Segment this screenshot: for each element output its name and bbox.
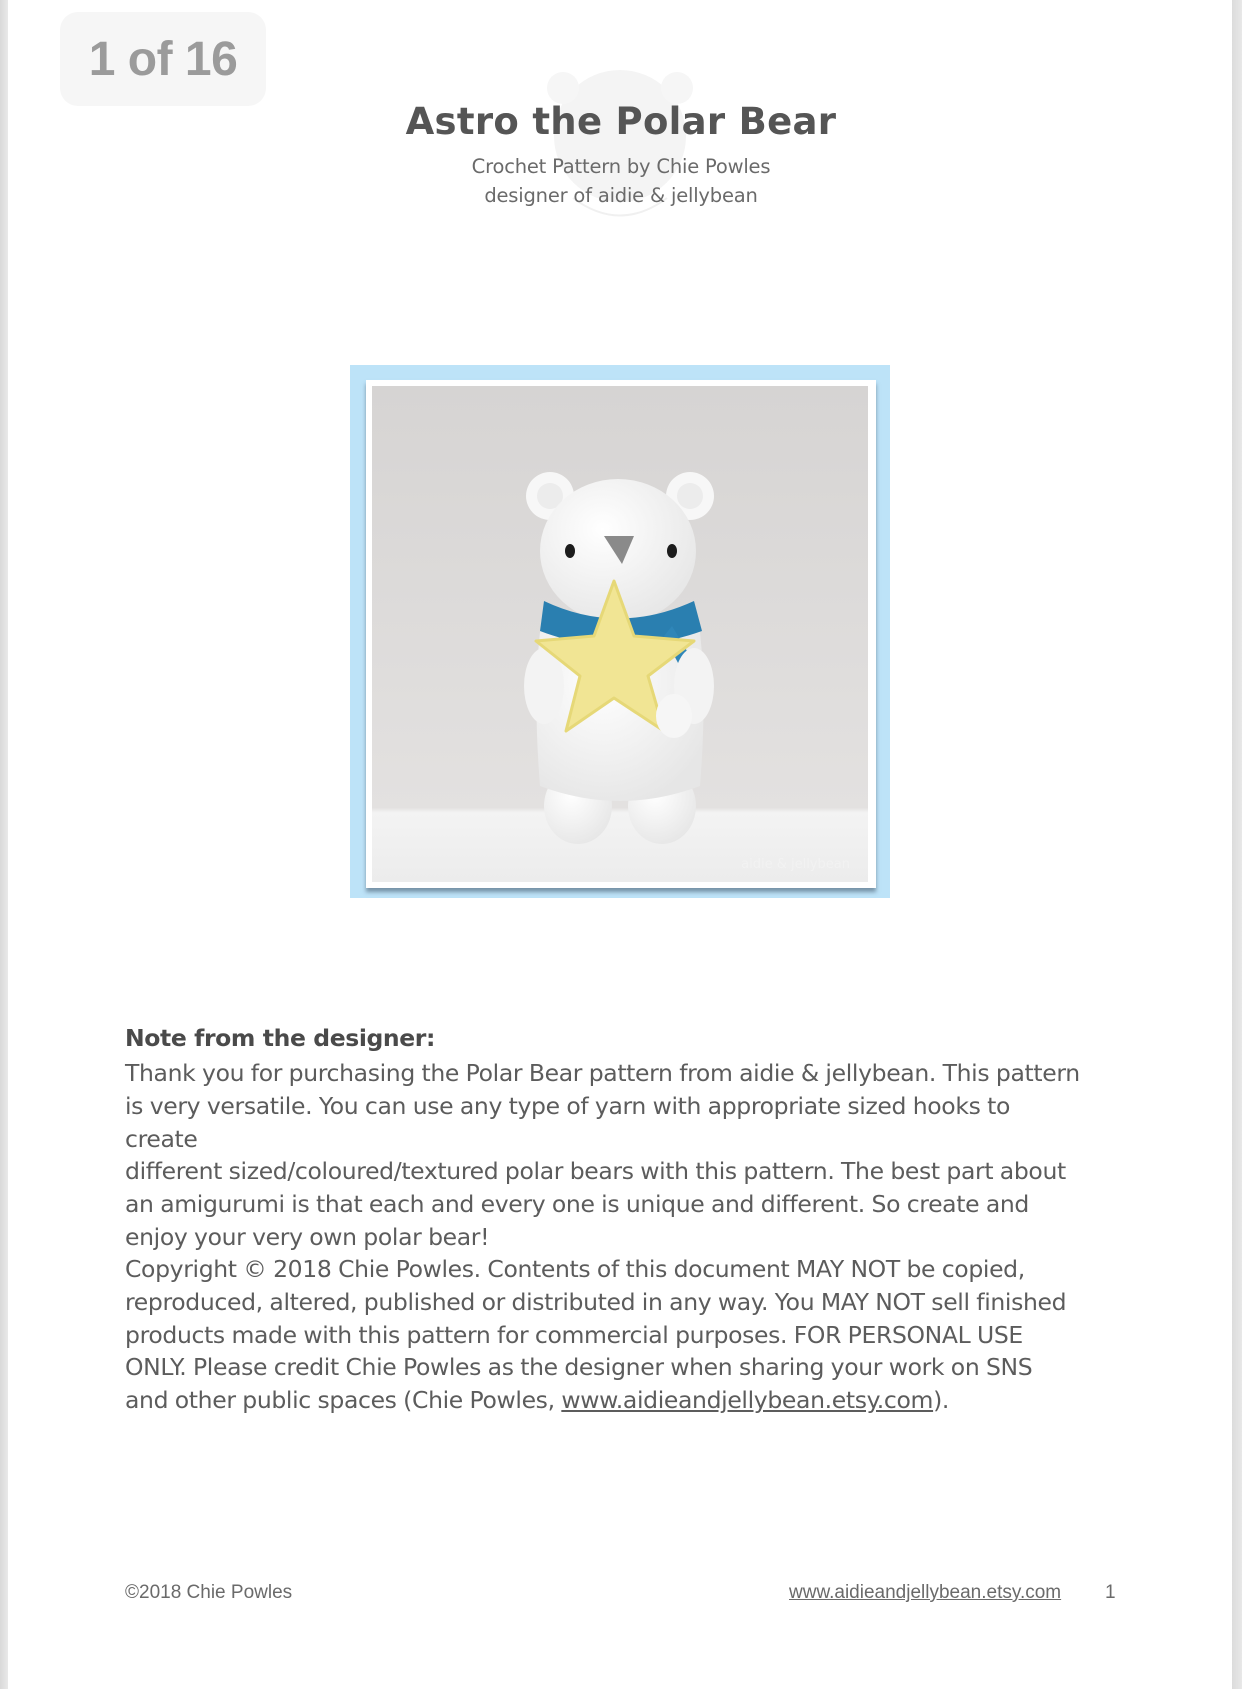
etsy-link[interactable]: www.aidieandjellybean.etsy.com [561, 1386, 934, 1415]
photo-mat [366, 380, 876, 888]
copyright-text-end: ). [933, 1386, 950, 1415]
document-title: Astro the Polar Bear [405, 100, 837, 143]
note-heading: Note from the designer: [125, 1024, 435, 1052]
copyright-line: Copyright © 2018 Chie Powles. Contents of this document MAY NOT be copied, [125, 1255, 1025, 1283]
note-line: is very versatile. You can use any type of yarn with appropriate sized hooks to create [125, 1091, 1010, 1153]
document-designer-line: designer of aidie & jellybean [484, 184, 758, 207]
logo-watermark [543, 58, 697, 234]
copyright-line: products made with this pattern for commercial purposes. FOR PERSONAL USE [125, 1320, 1023, 1349]
polar-bear-photo [372, 386, 868, 882]
footer-etsy-link[interactable]: www.aidieandjellybean.etsy.com [789, 1582, 1062, 1603]
bear-paw [656, 694, 692, 738]
document-subtitle: Crochet Pattern by Chie Powles [471, 155, 771, 178]
copyright-text: and other public spaces (Chie Powles, [125, 1386, 562, 1415]
designer-note [125, 1057, 1085, 1254]
viewer-left-edge [0, 0, 8, 1689]
bear-left-eye [565, 544, 575, 558]
viewer-right-edge [1232, 0, 1242, 1689]
note-line: an amigurumi is that each and every one is unique and different. So create and [125, 1190, 1029, 1219]
footer-copyright: ©2018 Chie Powles [125, 1582, 293, 1603]
photo-credit: aidie & jellybean [741, 857, 850, 872]
note-line: different sized/coloured/textured polar bears with this pattern. The best part about [125, 1157, 1066, 1186]
copyright-line: reproduced, altered, published or distributed in any way. You MAY NOT sell finished [125, 1287, 1067, 1316]
copyright-line: ONLY. Please credit Chie Powles as the designer when sharing your work on SNS [125, 1353, 1033, 1382]
note-line: enjoy your very own polar bear! [125, 1222, 490, 1251]
footer-page-number: 1 [1105, 1582, 1116, 1603]
page-indicator: 1 of 16 [60, 12, 266, 106]
copyright-line-last [125, 1384, 1085, 1417]
polar-bear-illustration [372, 386, 868, 882]
bear-right-eye [667, 544, 677, 558]
copyright-notice [125, 1253, 1085, 1417]
note-line: Thank you for purchasing the Polar Bear pattern from aidie & jellybean. This pattern [125, 1059, 1080, 1087]
photo-frame [350, 365, 890, 898]
